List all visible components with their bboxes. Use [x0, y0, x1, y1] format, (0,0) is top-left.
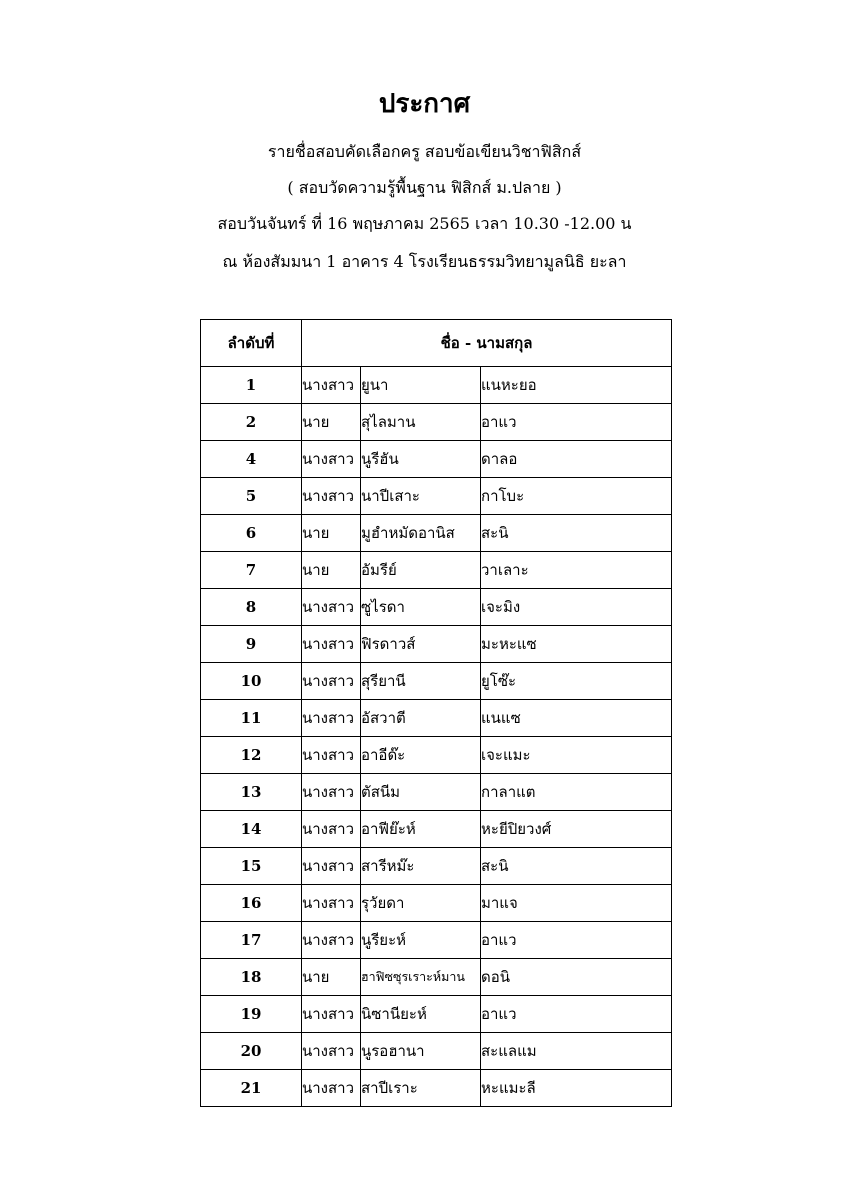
row-number: 16: [201, 885, 302, 922]
row-first-name: นูรียะห์: [361, 922, 481, 959]
table-row: [201, 589, 672, 626]
row-last-name: ยูโซ๊ะ: [481, 663, 672, 700]
row-first-name: นูรีฮัน: [361, 441, 481, 478]
row-number: 2: [201, 404, 302, 441]
row-number: 1: [201, 367, 302, 404]
row-last-name: อาแว: [481, 996, 672, 1033]
row-first-name: ตัสนีม: [361, 774, 481, 811]
row-last-name: สะแลแม: [481, 1033, 672, 1070]
table-row: [201, 478, 672, 515]
row-number: 10: [201, 663, 302, 700]
row-last-name: ดาลอ: [481, 441, 672, 478]
row-last-name: เจะมิง: [481, 589, 672, 626]
row-last-name: มะหะแซ: [481, 626, 672, 663]
column-header-number: ลำดับที่: [201, 320, 302, 367]
row-number: 4: [201, 441, 302, 478]
table-row: [201, 367, 672, 404]
row-title-prefix: นางสาว: [302, 626, 361, 663]
row-number: 9: [201, 626, 302, 663]
row-first-name: นาปีเสาะ: [361, 478, 481, 515]
row-title-prefix: นางสาว: [302, 367, 361, 404]
table-row: [201, 959, 672, 996]
row-number: 8: [201, 589, 302, 626]
row-title-prefix: นางสาว: [302, 1070, 361, 1107]
row-number: 13: [201, 774, 302, 811]
row-number: 20: [201, 1033, 302, 1070]
row-first-name: ฟิรดาวส์: [361, 626, 481, 663]
row-first-name: สุรียานี: [361, 663, 481, 700]
row-last-name: อาแว: [481, 404, 672, 441]
row-title-prefix: นางสาว: [302, 700, 361, 737]
row-number: 14: [201, 811, 302, 848]
table-row: [201, 515, 672, 552]
subtitle-exam-datetime: สอบวันจันทร์ ที่ 16 พฤษภาคม 2565 เวลา 10.30 -12.00 น: [217, 214, 632, 233]
row-number: 21: [201, 1070, 302, 1107]
table-header-row: [201, 320, 672, 367]
row-title-prefix: นางสาว: [302, 441, 361, 478]
table-row: [201, 811, 672, 848]
page-title: ประกาศ: [378, 89, 471, 119]
row-number: 12: [201, 737, 302, 774]
row-first-name: นิซานียะห์: [361, 996, 481, 1033]
row-number: 11: [201, 700, 302, 737]
row-last-name: แนหะยอ: [481, 367, 672, 404]
table-row: [201, 885, 672, 922]
row-last-name: กาโบะ: [481, 478, 672, 515]
row-title-prefix: นางสาว: [302, 737, 361, 774]
row-number: 19: [201, 996, 302, 1033]
column-header-name: ชื่อ - นามสกุล: [302, 320, 672, 367]
row-number: 17: [201, 922, 302, 959]
table-row: [201, 922, 672, 959]
row-first-name: ฮาฟิซซุรเราะห์มาน: [361, 959, 481, 996]
row-first-name: ยูนา: [361, 367, 481, 404]
row-first-name: รุวัยดา: [361, 885, 481, 922]
candidate-table: [200, 319, 672, 1107]
row-title-prefix: นางสาว: [302, 1033, 361, 1070]
row-last-name: ดอนิ: [481, 959, 672, 996]
table-row: [201, 700, 672, 737]
row-first-name: ซูไรดา: [361, 589, 481, 626]
row-first-name: มูฮำหมัดอานิส: [361, 515, 481, 552]
row-title-prefix: นาย: [302, 552, 361, 589]
row-title-prefix: นางสาว: [302, 996, 361, 1033]
row-number: 18: [201, 959, 302, 996]
row-last-name: อาแว: [481, 922, 672, 959]
row-title-prefix: นาย: [302, 515, 361, 552]
row-title-prefix: นางสาว: [302, 478, 361, 515]
row-last-name: มาแจ: [481, 885, 672, 922]
row-first-name: อัสวาตี: [361, 700, 481, 737]
row-title-prefix: นางสาว: [302, 589, 361, 626]
row-number: 15: [201, 848, 302, 885]
table-row: [201, 404, 672, 441]
row-last-name: กาลาแต: [481, 774, 672, 811]
row-last-name: วาเลาะ: [481, 552, 672, 589]
row-title-prefix: นางสาว: [302, 811, 361, 848]
table-row: [201, 1070, 672, 1107]
row-title-prefix: นาย: [302, 959, 361, 996]
table-row: [201, 626, 672, 663]
row-number: 5: [201, 478, 302, 515]
table-row: [201, 737, 672, 774]
table-body: [201, 367, 672, 1107]
row-number: 7: [201, 552, 302, 589]
row-title-prefix: นาย: [302, 404, 361, 441]
row-title-prefix: นางสาว: [302, 885, 361, 922]
subtitle-exam-subject: ( สอบวัดความรู้พื้นฐาน ฟิสิกส์ ม.ปลาย ): [287, 178, 562, 197]
table-row: [201, 1033, 672, 1070]
table-row: [201, 552, 672, 589]
table-row: [201, 848, 672, 885]
row-first-name: สุไลมาน: [361, 404, 481, 441]
row-first-name: สาปีเราะ: [361, 1070, 481, 1107]
row-last-name: แนแซ: [481, 700, 672, 737]
row-number: 6: [201, 515, 302, 552]
table-row: [201, 663, 672, 700]
table-row: [201, 441, 672, 478]
table-row: [201, 774, 672, 811]
subtitle-exam-list: รายชื่อสอบคัดเลือกครู สอบข้อเขียนวิชาฟิสิกส์: [267, 142, 582, 161]
table-row: [201, 996, 672, 1033]
row-last-name: หะยีปิยวงศ์: [481, 811, 672, 848]
row-title-prefix: นางสาว: [302, 848, 361, 885]
row-last-name: เจะแมะ: [481, 737, 672, 774]
row-title-prefix: นางสาว: [302, 922, 361, 959]
row-first-name: อาอีด๊ะ: [361, 737, 481, 774]
row-title-prefix: นางสาว: [302, 774, 361, 811]
row-first-name: สารีหม๊ะ: [361, 848, 481, 885]
row-first-name: นูรอฮานา: [361, 1033, 481, 1070]
row-first-name: อาฟีย๊ะห์: [361, 811, 481, 848]
row-last-name: หะแมะลี: [481, 1070, 672, 1107]
row-title-prefix: นางสาว: [302, 663, 361, 700]
row-last-name: สะนิ: [481, 848, 672, 885]
subtitle-exam-location: ณ ห้องสัมมนา 1 อาคาร 4 โรงเรียนธรรมวิทยามูลนิธิ ยะลา: [222, 252, 627, 271]
row-last-name: สะนิ: [481, 515, 672, 552]
row-first-name: อัมรีย์: [361, 552, 481, 589]
